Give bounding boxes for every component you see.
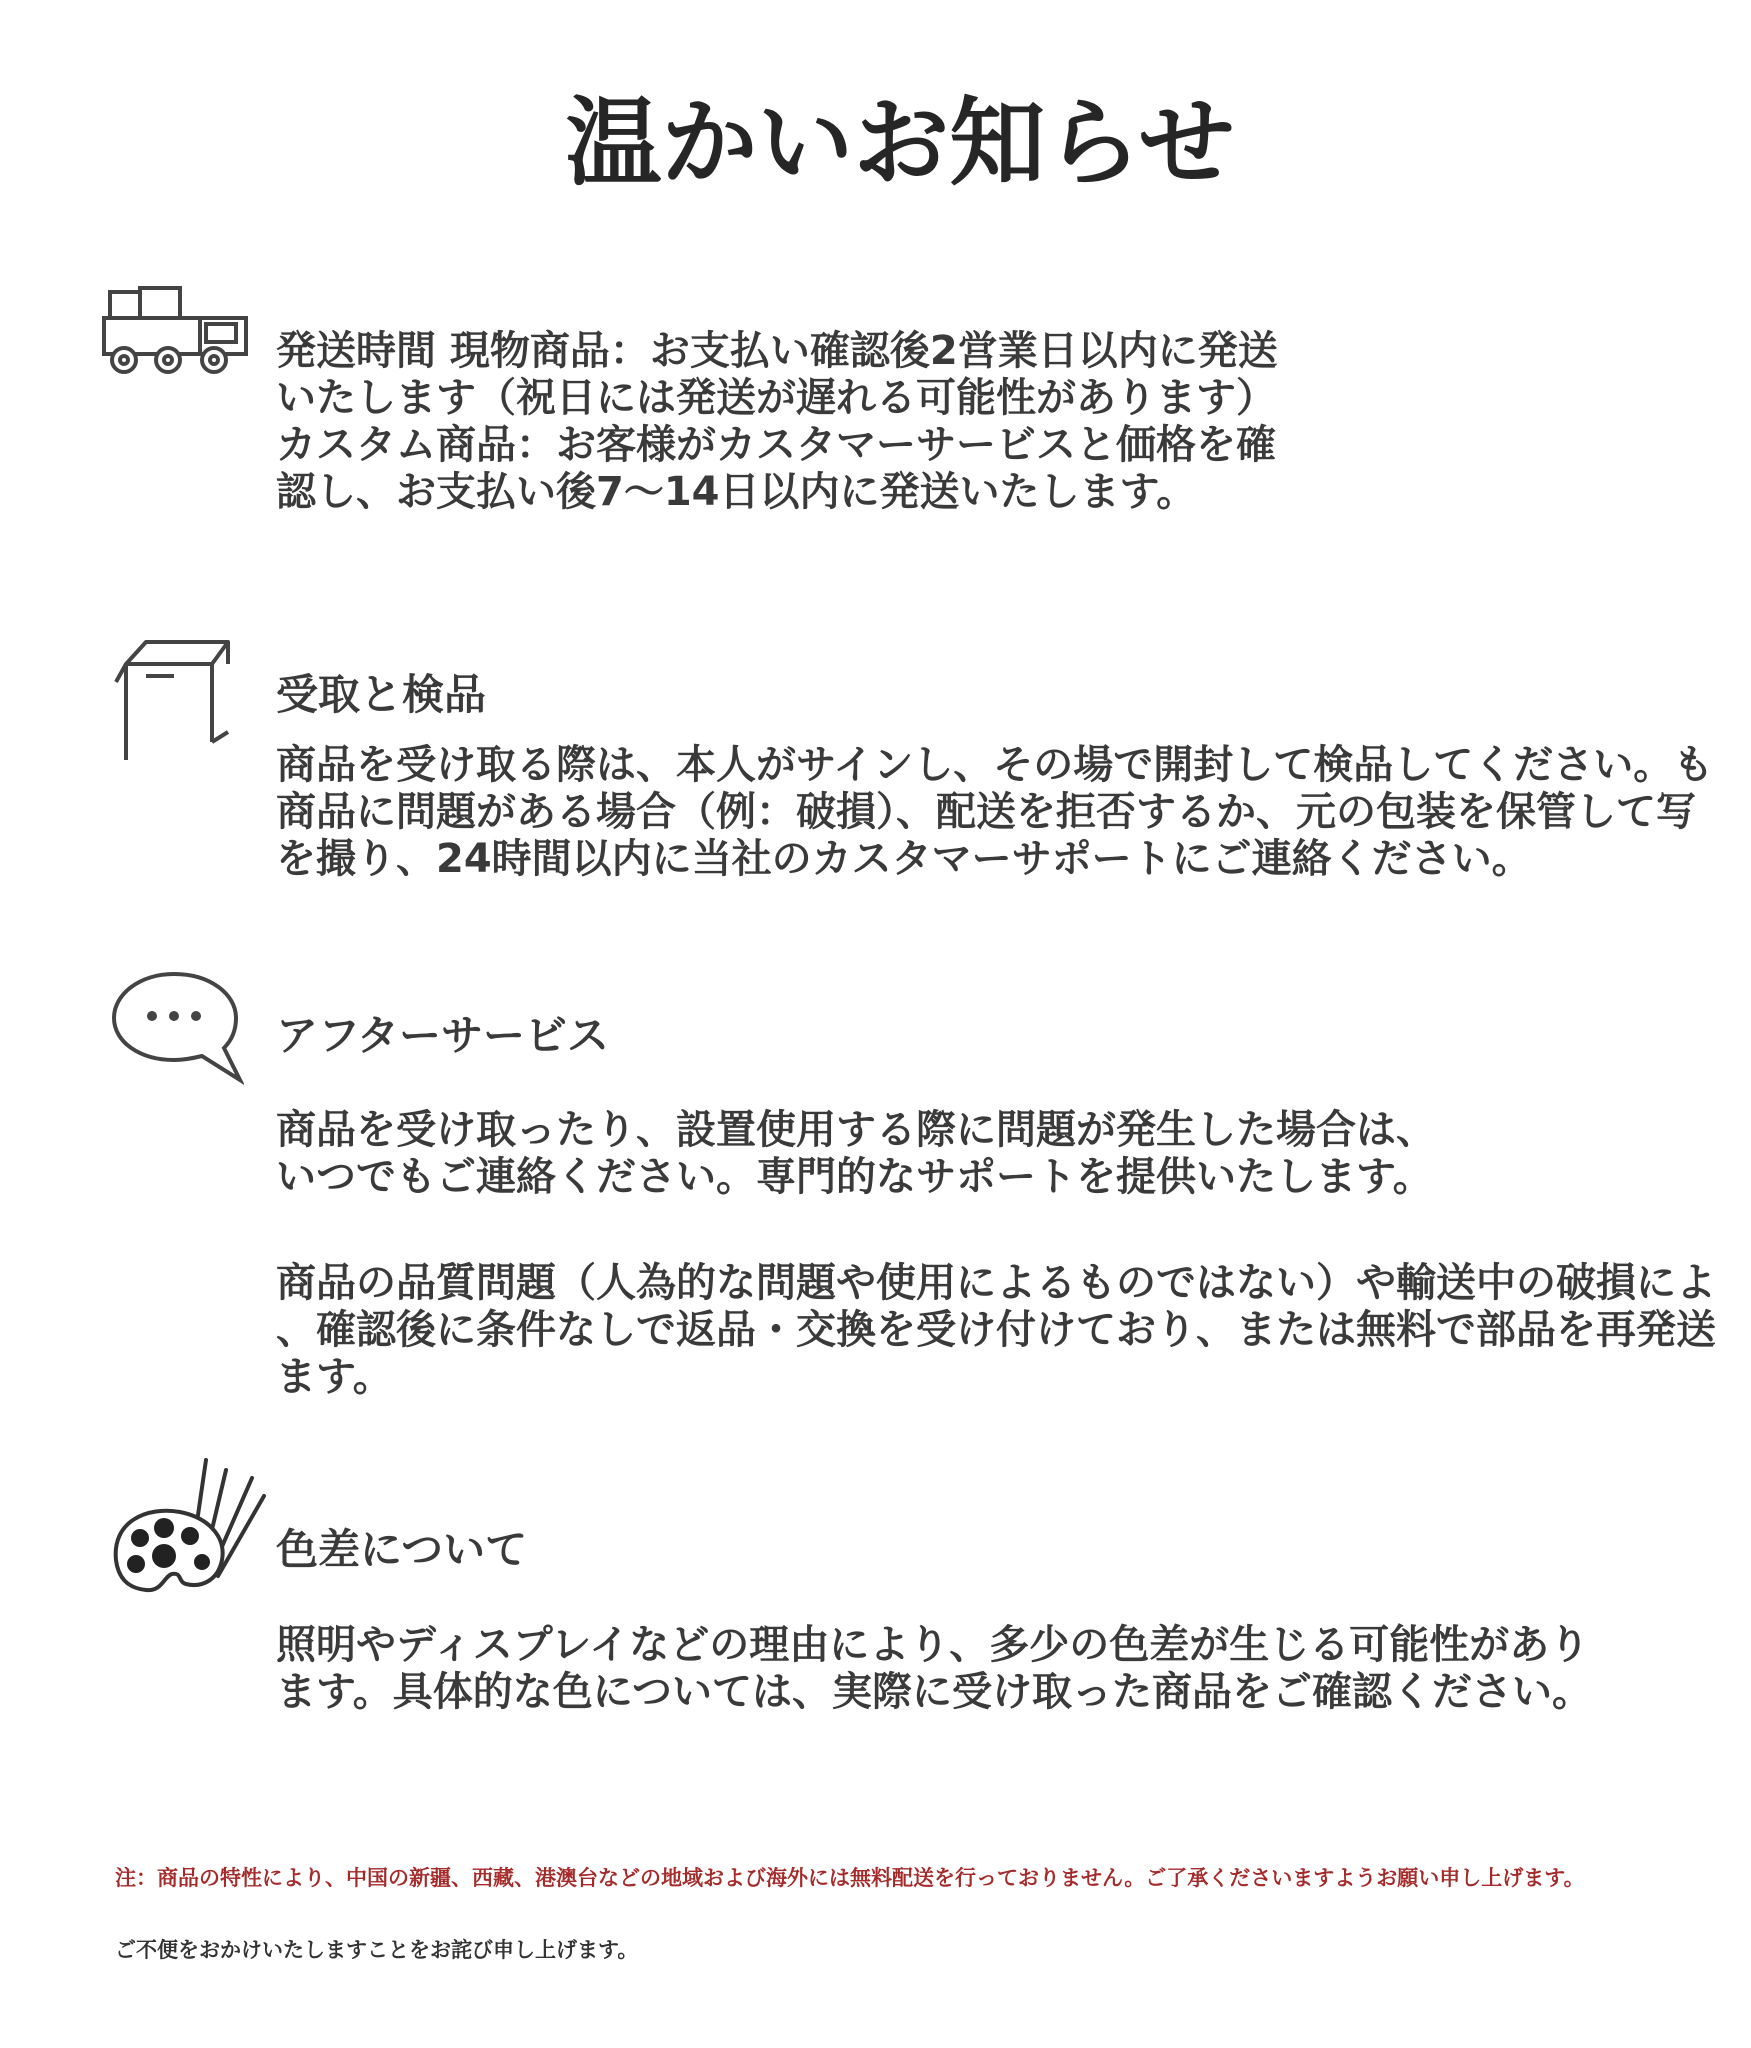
after-service-line: 、確認後に条件なしで返品・交換を受け付けており、または無料で部品を再発送 xyxy=(276,1307,1716,1353)
color-difference-line: 照明やディスプレイなどの理由により、多少の色差が生じる可能性があり xyxy=(276,1622,1590,1668)
color-difference-line: ます。具体的な色については、実際に受け取った商品をご確認ください。 xyxy=(276,1669,1592,1715)
after-service-text-2 xyxy=(276,1260,1716,1401)
color-difference-heading: 色差について xyxy=(276,1525,528,1574)
after-service-line: 商品の品質問題（人為的な問題や使用によるものではない）や輸送中の破損によ xyxy=(276,1260,1716,1306)
receiving-line: を撮り、24時間以内に当社のカスタマーサポートにご連絡ください。 xyxy=(276,836,1532,882)
speech-bubble-icon xyxy=(108,968,244,1086)
shipping-restriction-note: 注：商品の特性により、中国の新疆、西藏、港澳台などの地域および海外には無料配送を行っておりません。ご了承くださいますようお願い申し上げます。 xyxy=(115,1866,1585,1890)
shipping-line: 認し、お支払い後7〜14日以内に発送いたします。 xyxy=(276,469,1197,515)
after-service-line: 商品を受け取ったり、設置使用する際に問題が発生した場合は、 xyxy=(276,1107,1436,1153)
after-service-text-1 xyxy=(276,1107,1436,1201)
receiving-heading: 受取と検品 xyxy=(276,670,487,719)
paint-palette-icon xyxy=(106,1450,276,1600)
shipping-line: 発送時間 現物商品：お支払い確認後2営業日以内に発送 xyxy=(276,328,1278,374)
delivery-truck-icon xyxy=(96,282,256,382)
shipping-line: カスタム商品：お客様がカスタマーサービスと価格を確 xyxy=(276,422,1276,468)
apology-text: ご不便をおかけいたしますことをお詫び申し上げます。 xyxy=(115,1938,639,1962)
shipping-line: いたします（祝日には発送が遅れる可能性があります） xyxy=(276,375,1276,421)
package-box-icon xyxy=(112,636,242,766)
after-service-line: いつでもご連絡ください。専門的なサポートを提供いたします。 xyxy=(276,1154,1433,1200)
receiving-line: 商品に問題がある場合（例：破損）、配送を拒否するか、元の包装を保管して写 xyxy=(276,789,1696,835)
color-difference-text xyxy=(276,1622,1592,1716)
after-service-heading: アフターサービス xyxy=(276,1011,610,1060)
after-service-line: ます。 xyxy=(276,1354,393,1400)
receiving-text xyxy=(276,742,1713,883)
shipping-text xyxy=(276,328,1278,516)
receiving-line: 商品を受け取る際は、本人がサインし、その場で開封して検品してください。も xyxy=(276,742,1714,788)
page-title: 温かいお知らせ xyxy=(565,87,1235,199)
